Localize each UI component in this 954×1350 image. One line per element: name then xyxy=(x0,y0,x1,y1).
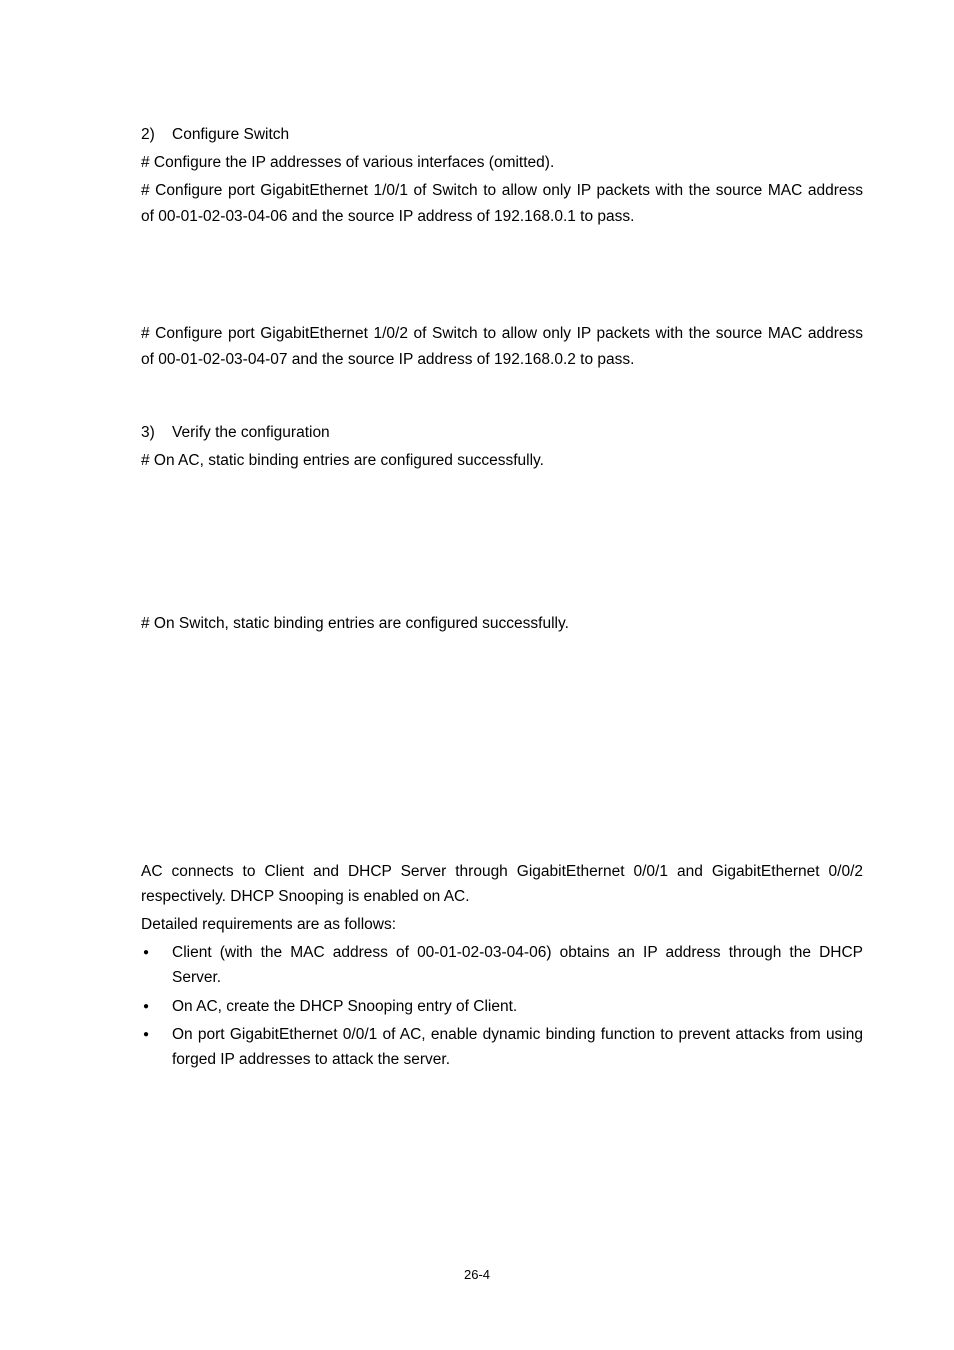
bullet-icon: ● xyxy=(142,1029,150,1040)
list-item-line1: On port GigabitEthernet 0/0/1 of AC, enable dynamic binding function to prevent attacks from using xyxy=(172,1026,863,1043)
paragraph-port2-line1: # Configure port GigabitEthernet 1/0/2 of Switch to allow only IP packets with the source MAC address xyxy=(141,325,863,342)
paragraph-detailed-requirements: Detailed requirements are as follows: xyxy=(141,916,397,933)
step-title: Configure Switch xyxy=(172,126,290,143)
paragraph-ac-connects-line1: AC connects to Client and DHCP Server through GigabitEthernet 0/0/1 and GigabitEthernet 0/0/2 xyxy=(141,863,863,880)
list-item-line2: Server. xyxy=(172,969,222,986)
bullet-icon: ● xyxy=(142,947,150,958)
list-item-line2: forged IP addresses to attack the server. xyxy=(172,1051,451,1068)
paragraph-ip-addresses: # Configure the IP addresses of various interfaces (omitted). xyxy=(141,154,555,171)
list-item-text xyxy=(172,940,863,990)
paragraph-port1-line2: of 00-01-02-03-04-06 and the source IP address of 192.168.0.1 to pass. xyxy=(141,208,635,225)
paragraph-port2-line2: of 00-01-02-03-04-07 and the source IP address of 192.168.0.2 to pass. xyxy=(141,351,635,368)
step-number: 2) xyxy=(141,126,155,143)
list-item-line1: Client (with the MAC address of 00-01-02-03-04-06) obtains an IP address through the DHCP xyxy=(172,944,863,961)
list-item-text xyxy=(172,994,863,1019)
bullet-icon: ● xyxy=(142,1001,150,1012)
page-number: 26-4 xyxy=(463,1267,491,1282)
step-number: 3) xyxy=(141,424,155,441)
paragraph-ac-connects-line2: respectively. DHCP Snooping is enabled on AC. xyxy=(141,888,470,905)
paragraph-on-switch: # On Switch, static binding entries are configured successfully. xyxy=(141,615,569,632)
paragraph-on-ac: # On AC, static binding entries are configured successfully. xyxy=(141,452,544,469)
list-item-text xyxy=(172,1022,863,1072)
paragraph-port1-line1: # Configure port GigabitEthernet 1/0/1 of Switch to allow only IP packets with the source MAC address xyxy=(141,182,863,199)
list-item-line1: On AC, create the DHCP Snooping entry of Client. xyxy=(172,998,518,1015)
step-title: Verify the configuration xyxy=(172,424,330,441)
